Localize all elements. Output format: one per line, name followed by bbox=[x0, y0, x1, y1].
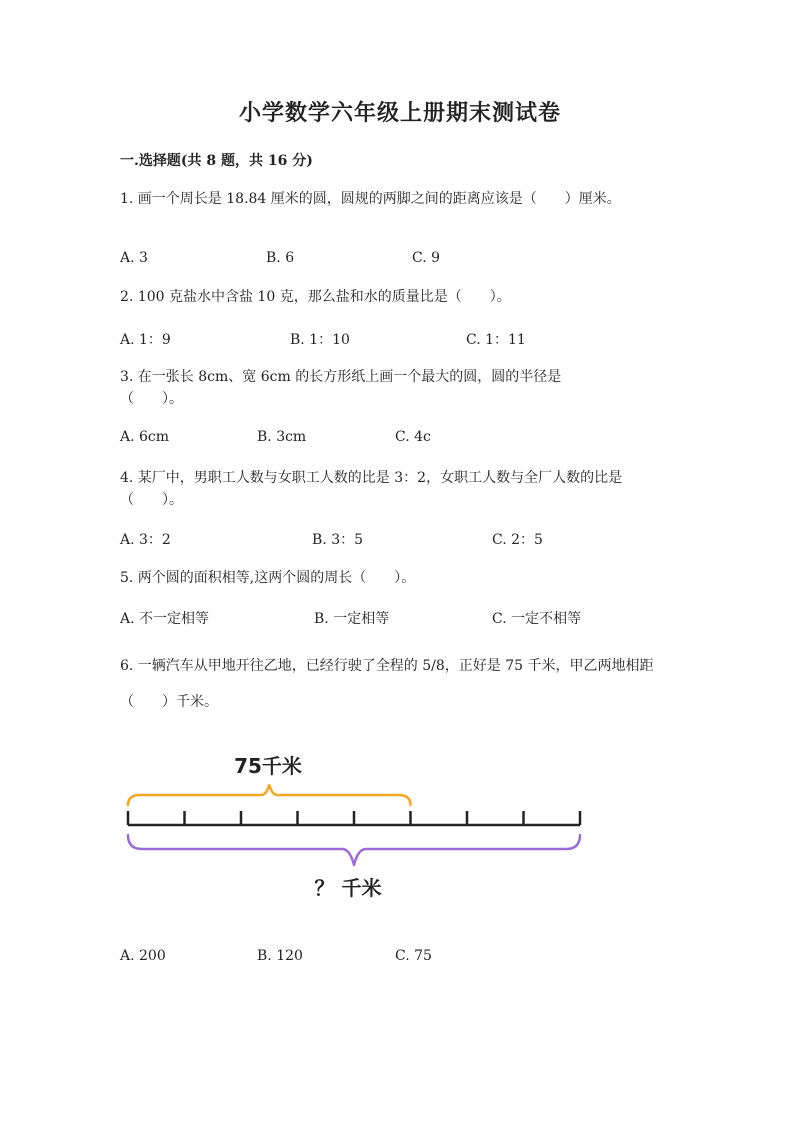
bottom-brace bbox=[128, 835, 580, 865]
q1-option-b[interactable]: B. 6 bbox=[266, 250, 295, 266]
q1-option-a[interactable]: A. 3 bbox=[120, 250, 148, 266]
question-5: 5. 两个圆的面积相等,这两个圆的周长（ ）。 bbox=[120, 570, 416, 586]
q2-option-a[interactable]: A. 1：9 bbox=[120, 332, 171, 348]
question-1: 1. 画一个周长是 18.84 厘米的圆，圆规的两脚之间的距离应该是（ ）厘米。 bbox=[120, 191, 621, 207]
top-brace bbox=[128, 785, 411, 805]
q3-option-b[interactable]: B. 3cm bbox=[257, 429, 307, 445]
bottom-distance-label: ？ 千米 bbox=[314, 876, 382, 900]
q6-option-a[interactable]: A. 200 bbox=[120, 948, 166, 964]
question-3: 3. 在一张长 8cm、宽 6cm 的长方形纸上画一个最大的圆，圆的半径是（ ）。 bbox=[120, 369, 562, 407]
question-2: 2. 100 克盐水中含盐 10 克，那么盐和水的质量比是（ ）。 bbox=[120, 289, 511, 305]
q5-option-c[interactable]: C. 一定不相等 bbox=[492, 611, 582, 627]
q1-option-c[interactable]: C. 9 bbox=[412, 250, 441, 266]
q6-option-b[interactable]: B. 120 bbox=[257, 948, 303, 964]
q2-option-b[interactable]: B. 1：10 bbox=[290, 332, 350, 348]
q3-option-a[interactable]: A. 6cm bbox=[120, 429, 170, 445]
q4-option-c[interactable]: C. 2：5 bbox=[492, 532, 543, 548]
question-6: 6. 一辆汽车从甲地开往乙地，已经行驶了全程的 5/8，正好是 75 千米，甲乙两地相距（ ）千米。 bbox=[120, 658, 654, 710]
q2-option-c[interactable]: C. 1：11 bbox=[466, 332, 526, 348]
distance-diagram bbox=[118, 745, 598, 915]
section-heading: 一.选择题(共 8 题，共 16 分) bbox=[120, 153, 313, 169]
q5-option-b[interactable]: B. 一定相等 bbox=[314, 611, 390, 627]
page-title: 小学数学六年级上册期末测试卷 bbox=[238, 100, 561, 126]
question-4: 4. 某厂中，男职工人数与女职工人数的比是 3：2，女职工人数与全厂人数的比是（ ）。 bbox=[120, 470, 623, 508]
top-distance-label: 75千米 bbox=[234, 754, 302, 778]
number-line bbox=[128, 811, 580, 825]
q6-option-c[interactable]: C. 75 bbox=[395, 948, 432, 964]
q3-option-c[interactable]: C. 4c bbox=[395, 429, 431, 445]
q5-option-a[interactable]: A. 不一定相等 bbox=[120, 611, 210, 627]
q4-option-b[interactable]: B. 3：5 bbox=[312, 532, 364, 548]
q4-option-a[interactable]: A. 3：2 bbox=[120, 532, 171, 548]
